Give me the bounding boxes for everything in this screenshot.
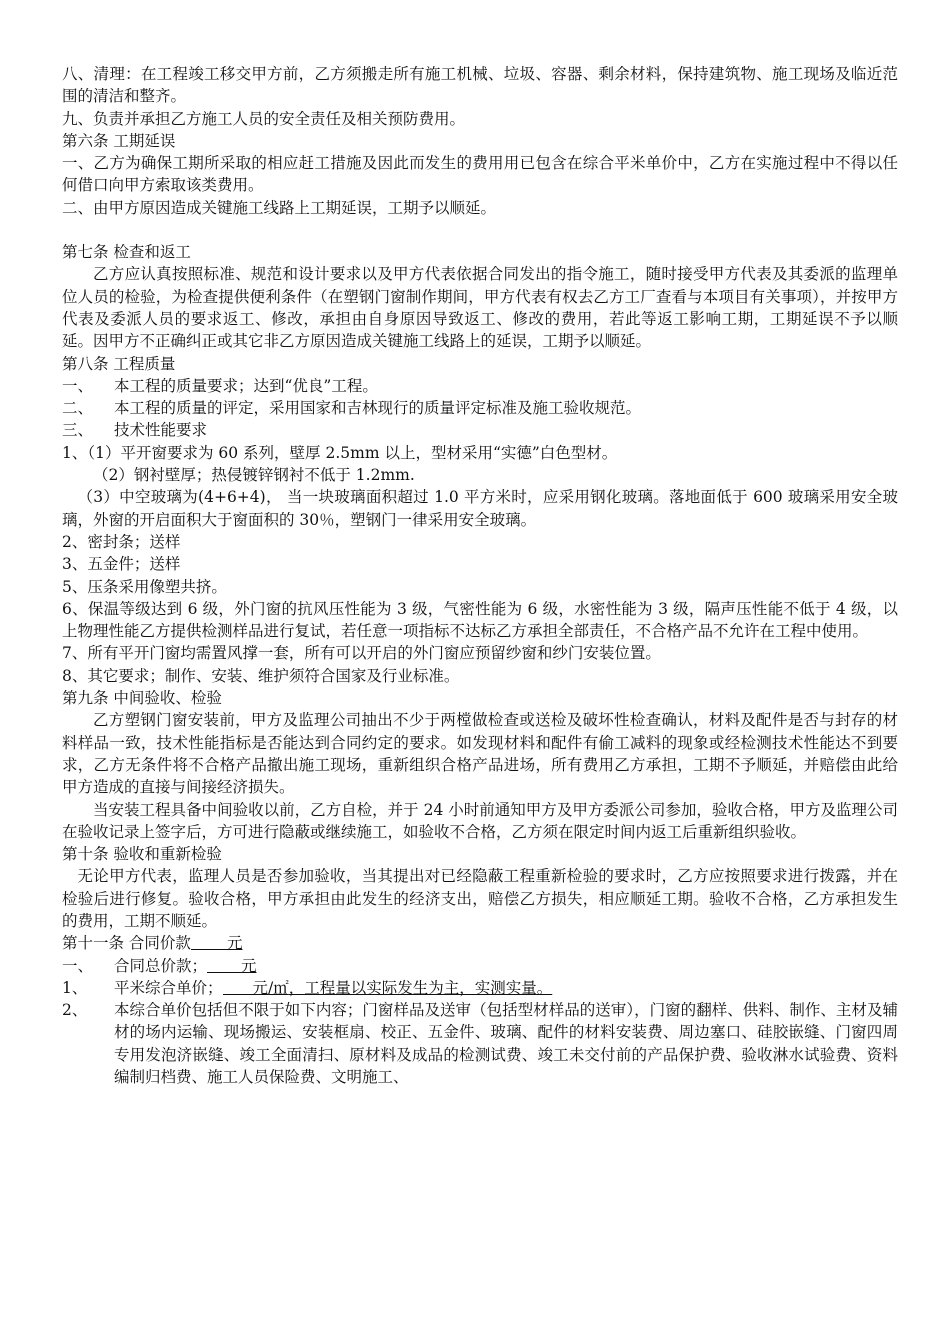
article-6-item-2: 二、由甲方原因造成关键施工线路上工期延误，工期予以顺延。 [62, 198, 497, 217]
tech-req-7: 7、所有平开门窗均需置风撑一套，所有可以开启的外门窗应预留纱窗和纱门安装位置。 [62, 644, 661, 663]
article-6-heading: 第六条 工期延误 [62, 131, 176, 150]
price-item-1: 一、 合同总价款； 元 [62, 956, 257, 975]
tech-req-1-3: （3）中空玻璃为(4+6+4)， 当一块玻璃面积超过 1.0 平方米时，应采用钢化玻璃。落地面低于 600 玻璃采用安全玻璃，外窗的开启面积大于窗面积的 30％，塑钢门一律采用安全玻璃。 [62, 488, 898, 529]
tech-req-8: 8、其它要求；制作、安装、维护须符合国家及行业标准。 [62, 666, 460, 685]
tech-req-3: 3、五金件；送样 [62, 555, 181, 574]
price-item-3: 2、 本综合单价包括但不限于如下内容；门窗样品及送审（包括型材样品的送审），门窗的翻样、供料、制作、主材及辅材的场内运输、现场搬运、安装框扇、校正、五金件、玻璃、配件的材料安装费、周边塞口、硅胶嵌缝、门窗四周专用发泡济嵌缝、竣工全面清扫、原材料及成品的检测试费、竣工未交付前的产品保护费、验收淋水试验费、资料编制归档费、施工人员保险费、文明施工、 [62, 1001, 898, 1087]
article-7-body: 乙方应认真按照标准、规范和设计要求以及甲方代表依据合同发出的指令施工，随时接受甲方代表及其委派的监理单位人员的检验，为检查提供便利条件（在塑钢门窗制作期间，甲方代表有权去乙方工厂查看与本项目有关事项），并按甲方代表及委派人员的要求返工、修改，承担由自身原因导致返工、修改的费用，若此等返工影响工期，工期延误不予以顺延。因甲方不正确纠正或其它非乙方原因造成关键施工线路上的延误，工期予以顺延。 [62, 265, 898, 351]
contract-page [62, 63, 898, 1088]
spacer [62, 219, 898, 241]
quality-item-2: 二、 本工程的质量的评定，采用国家和吉林现行的质量评定标准及施工验收规范。 [62, 399, 642, 418]
tech-req-1: 1、（1）平开窗要求为 60 系列，壁厚 2.5mm 以上，型材采用“实德”白色型材。 [62, 443, 618, 462]
article-7-heading: 第七条 检查和返工 [62, 243, 191, 262]
tech-req-5: 5、压条采用像塑共挤。 [62, 577, 227, 596]
article-9-body-1: 乙方塑钢门窗安装前，甲方及监理公司抽出不少于两樘做检查或送检及破坏性检查确认，材料及配件是否与封存的材料样品一致，技术性能指标是否能达到合同约定的要求。如发现材料和配件有偷工减料的现象或经检测技术性能达不到要求，乙方无条件将不合格产品撤出施工现场，重新组织合格产品进场，所有费用乙方承担，工期不予顺延，并赔偿由此给甲方造成的直接与间接经济损失。 [62, 711, 898, 797]
article-10-heading: 第十条 验收和重新检验 [62, 845, 222, 864]
quality-item-1: 一、 本工程的质量要求；达到“优良”工程。 [62, 376, 378, 395]
clause-9-safety: 九、负责并承担乙方施工人员的安全责任及相关预防费用。 [62, 109, 466, 128]
tech-req-6: 6、保温等级达到 6 级，外门窗的抗风压性能为 3 级，气密性能为 6 级，水密性能为 3 级，隔声压性能不低于 4 级，以上物理性能乙方提供检测样品进行复试，若任意一项指标不达标乙方承担全部责任，不合格产品不允许在工程中使用。 [62, 599, 898, 641]
article-9-heading: 第九条 中间验收、检验 [62, 689, 222, 708]
tech-req-2: 2、密封条；送样 [62, 532, 181, 551]
price-item-2: 1、 平米综合单价； 元/㎡，工程量以实际发生为主，实测实量。 [62, 978, 553, 997]
price-blank [191, 933, 227, 950]
article-10-body: 无论甲方代表，监理人员是否参加验收，当其提出对已经隐蔽工程重新检验的要求时，乙方应按照要求进行拨露，并在检验后进行修复。验收合格，甲方承担由此发生的经济支出，赔偿乙方损失，相应顺延工期。验收不合格，乙方承担发生的费用，工期不顺延。 [62, 867, 898, 930]
quality-item-3: 三、 技术性能要求 [62, 421, 208, 440]
article-8-heading: 第八条 工程质量 [62, 354, 176, 373]
article-9-body-2: 当安装工程具备中间验收以前，乙方自检，并于 24 小时前通知甲方及甲方委派公司参加，验收合格，甲方及监理公司在验收记录上签字后，方可进行隐蔽或继续施工，如验收不合格，乙方须在限定时间内返工后重新组织验收。 [62, 800, 898, 841]
unit-price-blank [223, 978, 253, 995]
article-6-item-1: 一、乙方为确保工期所采取的相应赶工措施及因此而发生的费用用已包含在综合平米单价中，乙方在实施过程中不得以任何借口向甲方索取该类费用。 [62, 154, 898, 195]
total-price-blank [207, 956, 241, 973]
tech-req-1-2: （2）钢衬壁厚；热侵镀锌钢衬不低于 1.2mm. [93, 466, 415, 485]
clause-8-cleanup: 八、清理：在工程竣工移交甲方前，乙方须搬走所有施工机械、垃圾、容器、剩余材料，保持建筑物、施工现场及临近范围的清洁和整齐。 [62, 65, 898, 106]
article-11-heading: 第十一条 合同价款 元 [62, 934, 243, 953]
